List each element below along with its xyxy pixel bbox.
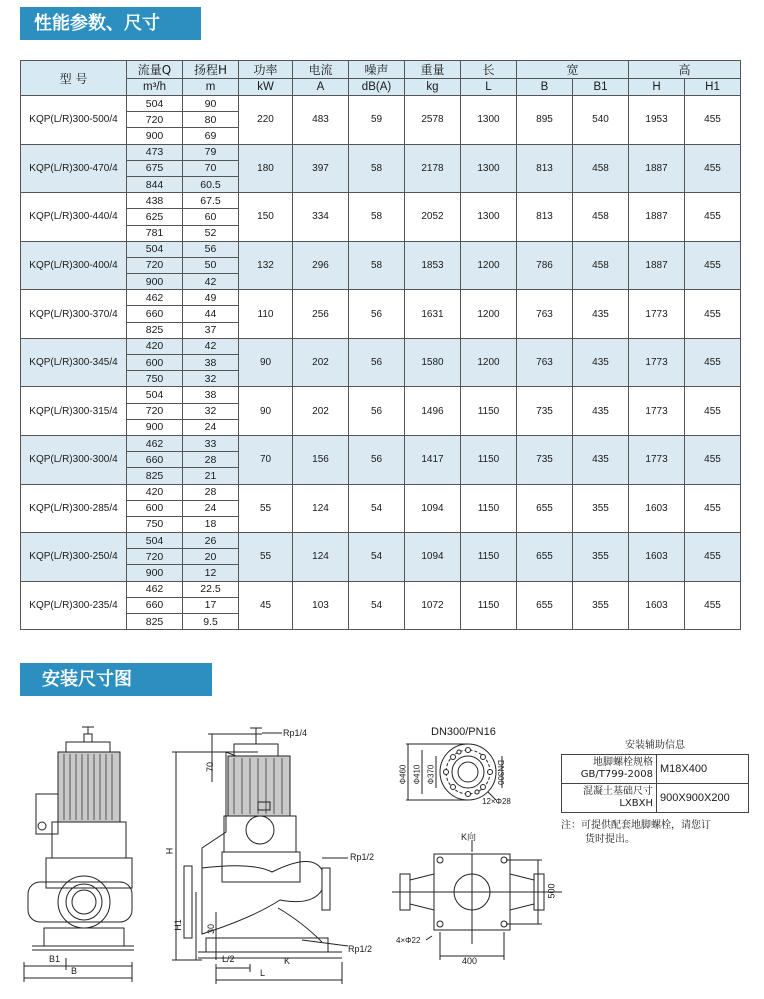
head-cell: 18 [183, 516, 239, 532]
length-cell: 1150 [461, 533, 517, 582]
head-cell: 12 [183, 565, 239, 581]
dim-phi460: Φ460 [398, 764, 408, 785]
flow-cell: 720 [127, 549, 183, 565]
header-width: 宽 [517, 61, 629, 79]
power-cell: 70 [239, 435, 293, 484]
h1-cell: 455 [685, 484, 741, 533]
flow-cell: 473 [127, 144, 183, 160]
unit-flow: m³/h [127, 79, 183, 96]
head-cell: 42 [183, 338, 239, 354]
flow-cell: 750 [127, 516, 183, 532]
b1-cell: 355 [573, 484, 629, 533]
flow-cell: 504 [127, 96, 183, 112]
dim-k: K [284, 956, 291, 966]
table-row [21, 144, 741, 160]
dim-30: 30 [206, 923, 217, 935]
b-cell: 895 [517, 96, 573, 145]
table-row [21, 241, 741, 257]
front-view-drawing [22, 722, 134, 984]
h1-cell: 455 [685, 241, 741, 290]
model-cell: KQP(L/R)300-440/4 [21, 193, 127, 242]
label-line: LXBXH [619, 798, 653, 809]
flange-title: DN300/PN16 [431, 726, 496, 738]
h-cell: 1887 [629, 241, 685, 290]
noise-cell: 54 [349, 581, 405, 630]
h1-cell: 455 [685, 387, 741, 436]
b-cell: 655 [517, 581, 573, 630]
base-view-drawing [392, 840, 570, 972]
length-cell: 1300 [461, 96, 517, 145]
length-cell: 1200 [461, 290, 517, 339]
length-cell: 1150 [461, 387, 517, 436]
h1-cell: 455 [685, 338, 741, 387]
flow-cell: 720 [127, 257, 183, 273]
head-cell: 49 [183, 290, 239, 306]
b-cell: 735 [517, 387, 573, 436]
flow-cell: 625 [127, 209, 183, 225]
h-cell: 1887 [629, 144, 685, 193]
table-row [21, 581, 741, 597]
current-cell: 397 [293, 144, 349, 193]
h1-cell: 455 [685, 435, 741, 484]
h-cell: 1603 [629, 484, 685, 533]
length-cell: 1200 [461, 338, 517, 387]
head-cell: 38 [183, 387, 239, 403]
install-info-table [561, 754, 749, 813]
header-flow: 流量Q [127, 61, 183, 79]
current-cell: 483 [293, 96, 349, 145]
head-cell: 79 [183, 144, 239, 160]
noise-cell: 58 [349, 144, 405, 193]
table-row [21, 290, 741, 306]
b-cell: 655 [517, 484, 573, 533]
table-row [21, 484, 741, 500]
note-line: 注：可提供配套地脚螺栓，请您订 [561, 820, 711, 831]
head-cell: 32 [183, 403, 239, 419]
note-line: 货时提出。 [585, 834, 635, 845]
power-cell: 55 [239, 533, 293, 582]
table-row [21, 96, 741, 112]
head-cell: 42 [183, 274, 239, 290]
dim-l: L [260, 968, 266, 978]
header-model: 型 号 [21, 61, 127, 96]
head-cell: 60 [183, 209, 239, 225]
install-info-panel [561, 736, 749, 847]
power-cell: 90 [239, 338, 293, 387]
b1-cell: 435 [573, 290, 629, 339]
unit-b: B [517, 79, 573, 96]
table-row [21, 435, 741, 451]
power-cell: 90 [239, 387, 293, 436]
current-cell: 296 [293, 241, 349, 290]
label-line: 混凝土基础尺寸 [583, 786, 653, 797]
b-cell: 735 [517, 435, 573, 484]
noise-cell: 56 [349, 290, 405, 339]
model-cell: KQP(L/R)300-300/4 [21, 435, 127, 484]
current-cell: 156 [293, 435, 349, 484]
label-line: GB/T799-2008 [580, 769, 653, 780]
dim-b: B [71, 966, 78, 976]
flow-cell: 504 [127, 241, 183, 257]
flow-cell: 600 [127, 355, 183, 371]
table-row [21, 387, 741, 403]
b1-cell: 435 [573, 435, 629, 484]
b1-cell: 540 [573, 96, 629, 145]
install-info-label [562, 755, 657, 784]
length-cell: 1300 [461, 144, 517, 193]
head-cell: 26 [183, 533, 239, 549]
b1-cell: 355 [573, 581, 629, 630]
b-cell: 763 [517, 290, 573, 339]
h1-cell: 455 [685, 144, 741, 193]
unit-current: A [293, 79, 349, 96]
dim-phi370: Φ370 [426, 764, 436, 785]
unit-h: H [629, 79, 685, 96]
weight-cell: 1631 [405, 290, 461, 339]
noise-cell: 56 [349, 338, 405, 387]
current-cell: 103 [293, 581, 349, 630]
head-cell: 44 [183, 306, 239, 322]
weight-cell: 1853 [405, 241, 461, 290]
h-cell: 1773 [629, 290, 685, 339]
noise-cell: 54 [349, 533, 405, 582]
header-length: 长 [461, 61, 517, 79]
model-cell: KQP(L/R)300-500/4 [21, 96, 127, 145]
head-cell: 21 [183, 468, 239, 484]
head-cell: 80 [183, 112, 239, 128]
model-cell: KQP(L/R)300-470/4 [21, 144, 127, 193]
header-power: 功率 [239, 61, 293, 79]
b1-cell: 458 [573, 193, 629, 242]
dim-70: 70 [205, 761, 216, 773]
head-cell: 20 [183, 549, 239, 565]
weight-cell: 1072 [405, 581, 461, 630]
install-info-row [562, 755, 749, 784]
flow-cell: 750 [127, 371, 183, 387]
unit-noise: dB(A) [349, 79, 405, 96]
length-cell: 1300 [461, 193, 517, 242]
length-cell: 1150 [461, 435, 517, 484]
flow-cell: 720 [127, 112, 183, 128]
power-cell: 132 [239, 241, 293, 290]
unit-b1: B1 [573, 79, 629, 96]
header-noise: 噪声 [349, 61, 405, 79]
head-cell: 17 [183, 597, 239, 613]
install-info-label [562, 784, 657, 813]
flow-cell: 825 [127, 322, 183, 338]
flow-cell: 844 [127, 176, 183, 192]
power-cell: 55 [239, 484, 293, 533]
noise-cell: 56 [349, 435, 405, 484]
section-title: 安装尺寸图 [42, 669, 132, 690]
h1-cell: 455 [685, 290, 741, 339]
h1-cell: 455 [685, 96, 741, 145]
head-cell: 90 [183, 96, 239, 112]
install-info-row [562, 784, 749, 813]
h1-cell: 455 [685, 581, 741, 630]
b-cell: 813 [517, 193, 573, 242]
dim-500: 500 [546, 883, 557, 899]
power-cell: 150 [239, 193, 293, 242]
noise-cell: 54 [349, 484, 405, 533]
model-cell: KQP(L/R)300-315/4 [21, 387, 127, 436]
head-cell: 32 [183, 371, 239, 387]
flow-cell: 438 [127, 193, 183, 209]
header-head: 扬程H [183, 61, 239, 79]
section-header-installation [20, 663, 212, 696]
model-cell: KQP(L/R)300-345/4 [21, 338, 127, 387]
power-cell: 180 [239, 144, 293, 193]
table-row [21, 338, 741, 354]
weight-cell: 2052 [405, 193, 461, 242]
section-title: 性能参数、尺寸 [34, 13, 160, 34]
head-cell: 70 [183, 160, 239, 176]
head-cell: 56 [183, 241, 239, 257]
head-cell: 33 [183, 435, 239, 451]
current-cell: 124 [293, 484, 349, 533]
dim-b1: B1 [49, 954, 61, 964]
h-cell: 1953 [629, 96, 685, 145]
flow-cell: 600 [127, 500, 183, 516]
noise-cell: 56 [349, 387, 405, 436]
flow-cell: 900 [127, 565, 183, 581]
model-cell: KQP(L/R)300-250/4 [21, 533, 127, 582]
h1-cell: 455 [685, 533, 741, 582]
b-cell: 655 [517, 533, 573, 582]
current-cell: 334 [293, 193, 349, 242]
model-cell: KQP(L/R)300-370/4 [21, 290, 127, 339]
weight-cell: 2178 [405, 144, 461, 193]
install-note [561, 819, 749, 847]
b-cell: 763 [517, 338, 573, 387]
table-row [21, 533, 741, 549]
b1-cell: 435 [573, 387, 629, 436]
head-cell: 24 [183, 500, 239, 516]
b1-cell: 458 [573, 144, 629, 193]
b1-cell: 458 [573, 241, 629, 290]
flow-cell: 660 [127, 306, 183, 322]
length-cell: 1200 [461, 241, 517, 290]
b-cell: 786 [517, 241, 573, 290]
h-cell: 1773 [629, 435, 685, 484]
head-cell: 28 [183, 452, 239, 468]
flow-cell: 675 [127, 160, 183, 176]
head-cell: 9.5 [183, 614, 239, 630]
install-info-value: 900X900X200 [657, 784, 749, 813]
head-cell: 22.5 [183, 581, 239, 597]
flow-cell: 900 [127, 128, 183, 144]
b1-cell: 435 [573, 338, 629, 387]
h-cell: 1603 [629, 533, 685, 582]
weight-cell: 1094 [405, 484, 461, 533]
label-k-direction: K向 [461, 832, 477, 842]
h-cell: 1603 [629, 581, 685, 630]
section-header-performance [20, 7, 201, 40]
unit-length: L [461, 79, 517, 96]
noise-cell: 58 [349, 193, 405, 242]
label-rp12-top: Rp1/2 [350, 852, 375, 862]
current-cell: 202 [293, 338, 349, 387]
dim-h1: H1 [172, 919, 183, 931]
noise-cell: 58 [349, 241, 405, 290]
current-cell: 124 [293, 533, 349, 582]
flow-cell: 900 [127, 419, 183, 435]
flow-cell: 462 [127, 435, 183, 451]
flow-cell: 781 [127, 225, 183, 241]
noise-cell: 59 [349, 96, 405, 145]
flow-cell: 504 [127, 387, 183, 403]
flow-cell: 660 [127, 452, 183, 468]
flow-cell: 825 [127, 614, 183, 630]
h-cell: 1773 [629, 387, 685, 436]
weight-cell: 1496 [405, 387, 461, 436]
length-cell: 1150 [461, 581, 517, 630]
unit-weight: kg [405, 79, 461, 96]
model-cell: KQP(L/R)300-235/4 [21, 581, 127, 630]
dim-dn300: DN300 [495, 760, 505, 785]
flow-cell: 825 [127, 468, 183, 484]
weight-cell: 2578 [405, 96, 461, 145]
current-cell: 202 [293, 387, 349, 436]
power-cell: 110 [239, 290, 293, 339]
head-cell: 50 [183, 257, 239, 273]
flow-cell: 720 [127, 403, 183, 419]
weight-cell: 1580 [405, 338, 461, 387]
flow-cell: 420 [127, 338, 183, 354]
unit-head: m [183, 79, 239, 96]
table-row [21, 193, 741, 209]
label-line: 地脚螺栓规格 [593, 757, 653, 768]
unit-power: kW [239, 79, 293, 96]
h-cell: 1773 [629, 338, 685, 387]
length-cell: 1150 [461, 484, 517, 533]
label-rp14: Rp1/4 [283, 728, 308, 738]
h1-cell: 455 [685, 193, 741, 242]
power-cell: 45 [239, 581, 293, 630]
dim-holes12: 12×Φ28 [482, 797, 511, 806]
head-cell: 24 [183, 419, 239, 435]
head-cell: 38 [183, 355, 239, 371]
weight-cell: 1094 [405, 533, 461, 582]
head-cell: 60.5 [183, 176, 239, 192]
head-cell: 37 [183, 322, 239, 338]
dim-400: 400 [462, 956, 478, 966]
flow-cell: 420 [127, 484, 183, 500]
install-info-title: 安装辅助信息 [625, 740, 685, 751]
dim-holes4: 4×Φ22 [396, 936, 421, 945]
model-cell: KQP(L/R)300-400/4 [21, 241, 127, 290]
header-weight: 重量 [405, 61, 461, 79]
flow-cell: 900 [127, 274, 183, 290]
b-cell: 813 [517, 144, 573, 193]
dim-phi410: Φ410 [412, 764, 422, 785]
flow-cell: 462 [127, 581, 183, 597]
current-cell: 256 [293, 290, 349, 339]
flow-cell: 660 [127, 597, 183, 613]
dim-l-half: L/2 [222, 954, 235, 964]
head-cell: 69 [183, 128, 239, 144]
weight-cell: 1417 [405, 435, 461, 484]
model-cell: KQP(L/R)300-285/4 [21, 484, 127, 533]
flow-cell: 504 [127, 533, 183, 549]
h-cell: 1887 [629, 193, 685, 242]
unit-h1: H1 [685, 79, 741, 96]
flow-cell: 462 [127, 290, 183, 306]
dim-h: H [164, 847, 175, 855]
power-cell: 220 [239, 96, 293, 145]
head-cell: 67.5 [183, 193, 239, 209]
label-rp12-bottom: Rp1/2 [348, 944, 373, 954]
b1-cell: 355 [573, 533, 629, 582]
header-current: 电流 [293, 61, 349, 79]
install-info-value: M18X400 [657, 755, 749, 784]
head-cell: 52 [183, 225, 239, 241]
head-cell: 28 [183, 484, 239, 500]
header-height: 高 [629, 61, 741, 79]
spec-table [20, 60, 741, 630]
